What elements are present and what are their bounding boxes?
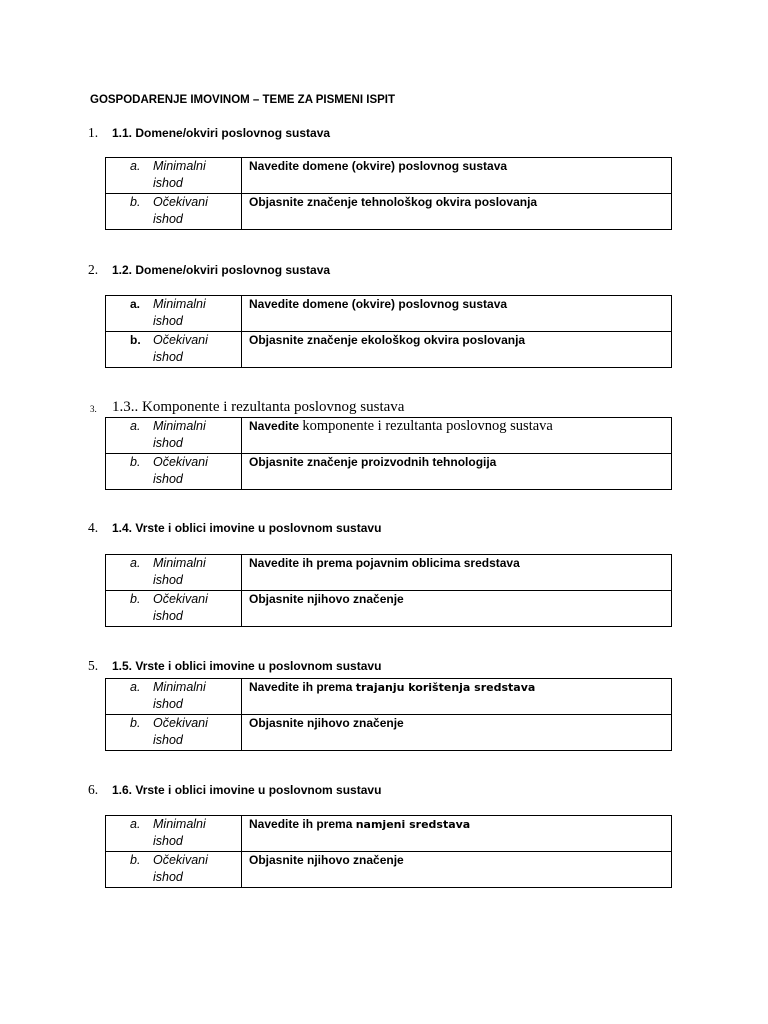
outcome-label <box>153 418 206 452</box>
table-row <box>106 679 671 715</box>
row-letter: a. <box>130 159 141 173</box>
topic-title: 1.2. Domene/okviri poslovnog sustava <box>112 263 331 277</box>
outcome-task-text: Objasnite njihovo značenje <box>249 592 404 606</box>
outcome-task-text: Navedite domene (okvire) poslovnog sustava <box>249 297 508 311</box>
outcome-label-cell <box>106 296 242 331</box>
topic-number: 4. <box>88 520 99 535</box>
outcome-label-cell <box>106 591 242 626</box>
outcome-label-cell <box>106 715 242 750</box>
row-letter: b. <box>130 195 141 209</box>
outcome-task-text: Objasnite značenje ekološkog okvira poslovanja <box>249 333 526 347</box>
outcome-label-line: Očekivani <box>153 195 208 209</box>
outcome-label <box>153 332 208 366</box>
topic-number: 3. <box>90 404 97 414</box>
outcomes-table-5 <box>105 678 672 751</box>
outcome-label <box>153 296 206 330</box>
outcome-label-line: ishod <box>153 697 183 711</box>
outcome-label <box>153 715 208 749</box>
table-row <box>106 454 671 489</box>
outcome-task-text: Navedite ih prema <box>249 680 353 694</box>
row-letter: b. <box>130 716 141 730</box>
outcome-task-cell <box>242 852 671 887</box>
table-row <box>106 591 671 626</box>
row-letter: b. <box>130 333 141 347</box>
outcome-label <box>153 454 208 488</box>
topic-title: 1.4. Vrste i oblici imovine u poslovnom sustavu <box>112 521 382 535</box>
outcome-task-cell <box>242 454 671 489</box>
outcome-label <box>153 816 206 850</box>
outcome-label-line: ishod <box>153 314 183 328</box>
outcome-label-line: ishod <box>153 472 183 486</box>
topic-number: 6. <box>88 782 99 797</box>
outcome-task-cell <box>242 591 671 626</box>
row-letter: a. <box>130 556 141 570</box>
outcome-label-cell <box>106 158 242 193</box>
outcome-label-cell <box>106 816 242 851</box>
outcome-label-line: Očekivani <box>153 853 208 867</box>
outcome-label-line: Očekivani <box>153 333 208 347</box>
outcome-task-cell <box>242 194 671 229</box>
outcome-label-line: Minimalni <box>153 556 206 570</box>
row-letter: a. <box>130 297 141 311</box>
outcome-label-line: ishod <box>153 834 183 848</box>
outcome-label <box>153 158 206 192</box>
outcome-label-line: Minimalni <box>153 419 206 433</box>
topic-title: 1.5. Vrste i oblici imovine u poslovnom sustavu <box>112 659 382 673</box>
topic-title: 1.3.. Komponente i rezultanta poslovnog sustava <box>112 399 405 415</box>
outcome-task-text: Navedite ih prema pojavnim oblicima sredstava <box>249 556 520 570</box>
outcome-label-line: Minimalni <box>153 680 206 694</box>
document-title: GOSPODARENJE IMOVINOM – TEME ZA PISMENI ISPIT <box>90 94 396 106</box>
outcome-label-cell <box>106 418 242 453</box>
outcomes-table-4 <box>105 554 672 627</box>
outcome-label-line: ishod <box>153 609 183 623</box>
outcome-task-text: Objasnite značenje proizvodnih tehnologija <box>249 455 497 469</box>
outcome-task-text: Navedite ih prema <box>249 817 353 831</box>
table-row <box>106 715 671 750</box>
outcome-task-cell <box>242 715 671 750</box>
topic-number: 2. <box>88 262 99 277</box>
row-letter: b. <box>130 455 141 469</box>
outcome-task-text: Objasnite značenje tehnološkog okvira poslovanja <box>249 195 538 209</box>
outcome-label-line: ishod <box>153 870 183 884</box>
outcomes-table-1 <box>105 157 672 230</box>
table-row <box>106 555 671 591</box>
outcome-label-cell <box>106 194 242 229</box>
row-letter: a. <box>130 680 141 694</box>
table-row <box>106 158 671 194</box>
outcome-task-text: Objasnite njihovo značenje <box>249 853 404 867</box>
outcome-label-line: ishod <box>153 733 183 747</box>
row-letter: b. <box>130 592 141 606</box>
table-row <box>106 194 671 229</box>
row-letter: a. <box>130 817 141 831</box>
outcome-label-line: ishod <box>153 573 183 587</box>
outcome-label <box>153 679 206 713</box>
outcomes-table-6 <box>105 815 672 888</box>
outcome-task-text: Navedite domene (okvire) poslovnog sustava <box>249 159 508 173</box>
outcome-label-line: Minimalni <box>153 817 206 831</box>
outcome-label-line: ishod <box>153 350 183 364</box>
outcome-label-line: Minimalni <box>153 297 206 311</box>
outcome-label-cell <box>106 332 242 367</box>
outcome-label-line: ishod <box>153 176 183 190</box>
outcome-label <box>153 555 206 589</box>
outcome-task-text-continued: komponente i rezultanta poslovnog sustava <box>302 418 553 434</box>
outcome-label <box>153 591 208 625</box>
outcome-label-cell <box>106 679 242 714</box>
outcome-task-text: Objasnite njihovo značenje <box>249 716 404 730</box>
outcome-label-cell <box>106 454 242 489</box>
table-row <box>106 852 671 887</box>
row-letter: a. <box>130 419 141 433</box>
outcome-label-cell <box>106 852 242 887</box>
topic-number: 5. <box>88 658 99 673</box>
outcome-label-line: ishod <box>153 436 183 450</box>
outcome-task-cell <box>242 296 671 331</box>
outcome-task-text-continued: namjeni sredstava <box>355 818 471 831</box>
outcomes-table-2 <box>105 295 672 368</box>
outcomes-table-3 <box>105 417 672 490</box>
outcome-label-line: Očekivani <box>153 455 208 469</box>
outcome-task-cell <box>242 332 671 367</box>
outcome-label-line: Očekivani <box>153 592 208 606</box>
outcome-label <box>153 194 208 228</box>
table-row <box>106 418 671 454</box>
outcome-label-cell <box>106 555 242 590</box>
topic-title: 1.6. Vrste i oblici imovine u poslovnom sustavu <box>112 783 382 797</box>
outcome-task-text: Navedite <box>249 419 300 433</box>
outcome-label-line: ishod <box>153 212 183 226</box>
outcome-task-cell <box>242 555 671 590</box>
outcome-task-cell <box>242 418 671 453</box>
outcome-label-line: Očekivani <box>153 716 208 730</box>
outcome-label-line: Minimalni <box>153 159 206 173</box>
table-row <box>106 816 671 852</box>
outcome-task-cell <box>242 679 671 714</box>
topic-title: 1.1. Domene/okviri poslovnog sustava <box>112 126 331 140</box>
outcome-task-cell <box>242 158 671 193</box>
outcome-label <box>153 852 208 886</box>
topic-number: 1. <box>88 125 99 140</box>
table-row <box>106 332 671 367</box>
row-letter: b. <box>130 853 141 867</box>
table-row <box>106 296 671 332</box>
outcome-task-cell <box>242 816 671 851</box>
outcome-task-text-continued: trajanju korištenja sredstava <box>355 681 536 694</box>
